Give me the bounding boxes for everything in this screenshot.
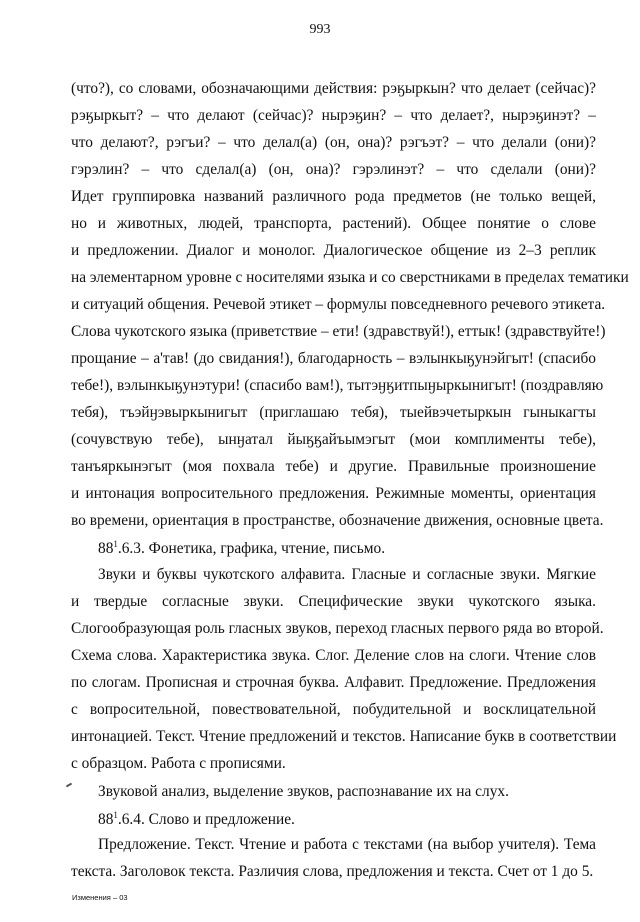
text-line: тебя), тъэйӈэвыркынигыт (приглашаю тебя), тыейвэчетыркын гыныкагты — [71, 404, 596, 421]
text-line: рэӄыркыт? – что делают (сейчас)? нырэӄин? – что делает?, нырэӄинэт? – — [71, 107, 596, 124]
section-title: .6.4. Слово и предложение. — [117, 811, 295, 828]
text-line: гэрэлин? – что сделал(а) (он, она)? гэрэлинэт? – что сделали (они)? — [71, 161, 596, 178]
text-line: (сочувствую тебе), ынӈатал йыӄӄайъымэгыт (мои комплименты тебе), — [71, 431, 596, 448]
text-line: (что?), со словами, обозначающими действия: рэӄыркын? что делает (сейчас)? — [71, 80, 596, 97]
stray-mark — [66, 783, 72, 788]
text-line: что делают?, рэгъи? – что делал(а) (он, она)? рэгъэт? – что делали (они)? — [71, 134, 596, 151]
page-number: 993 — [309, 22, 331, 37]
section-number: 88 — [98, 540, 114, 557]
section-heading — [98, 808, 295, 832]
text-line: и твердые согласные звуки. Специфические звуки чукотского языка. — [71, 593, 596, 610]
text-line: Предложение. Текст. Чтение и работа с текстами (на выбор учителя). Тема — [98, 836, 596, 853]
section-superscript: 1 — [113, 538, 118, 549]
text-line: и интонация вопросительного предложения. Режимные моменты, ориентация — [71, 485, 596, 502]
text-line: тебе!), вэлынкыӄунэтури! (спасибо вам!), тытэӈӄитпыӈыркынигыт! (поздравляю — [71, 377, 604, 394]
text-line: и предложении. Диалог и монолог. Диалогическое общение из 2–3 реплик — [71, 242, 596, 259]
section-superscript: 1 — [113, 809, 118, 820]
text-line: Звуки и буквы чукотского алфавита. Гласные и согласные звуки. Мягкие — [98, 566, 596, 583]
text-line: интонацией. Текст. Чтение предложений и текстов. Написание букв в соответствии — [71, 728, 617, 745]
text-line: но и животных, людей, транспорта, растений). Общее понятие о слове — [71, 215, 596, 232]
text-line: с образцом. Работа с прописями. — [71, 755, 286, 772]
text-line: Слова чукотского языка (приветствие – ети! (здравствуй!), еттык! (здравствуйте!) — [71, 323, 606, 340]
text-line: по слогам. Прописная и строчная буква. Алфавит. Предложение. Предложения — [71, 674, 596, 691]
text-line: на элементарном уровне с носителями языка и со сверстниками в пределах тематики — [71, 269, 629, 286]
text-line: Схема слова. Характеристика звука. Слог. Деление слов на слоги. Чтение слов — [71, 647, 596, 664]
text-line: прощание – а'тав! (до свидания!), благодарность – вэлынкыӄунэйгыт! (спасибо — [71, 350, 596, 367]
text-line: Идет группировка названий различного рода предметов (не только вещей, — [71, 188, 596, 205]
text-line: во времени, ориентация в пространстве, обозначение движения, основные цвета. — [71, 512, 604, 529]
text-line: Слогообразующая роль гласных звуков, переход гласных первого ряда во второй. — [71, 620, 604, 637]
section-heading — [98, 537, 385, 561]
text-line: текста. Заголовок текста. Различия слова, предложения и текста. Счет от 1 до 5. — [71, 863, 594, 880]
text-line: и ситуаций общения. Речевой этикет – формулы повседневного речевого этикета. — [71, 296, 606, 313]
section-number: 88 — [98, 811, 114, 828]
text-line: танъяркынэгыт (моя похвала тебе) и другие. Правильные произношение — [71, 458, 596, 475]
section-title: .6.3. Фонетика, графика, чтение, письмо. — [117, 540, 386, 557]
text-line: Звуковой анализ, выделение звуков, распознавание их на слух. — [98, 783, 509, 800]
footer-revision: Изменения – 03 — [72, 893, 128, 902]
text-line: с вопросительной, повествовательной, побудительной и восклицательной — [71, 701, 596, 718]
